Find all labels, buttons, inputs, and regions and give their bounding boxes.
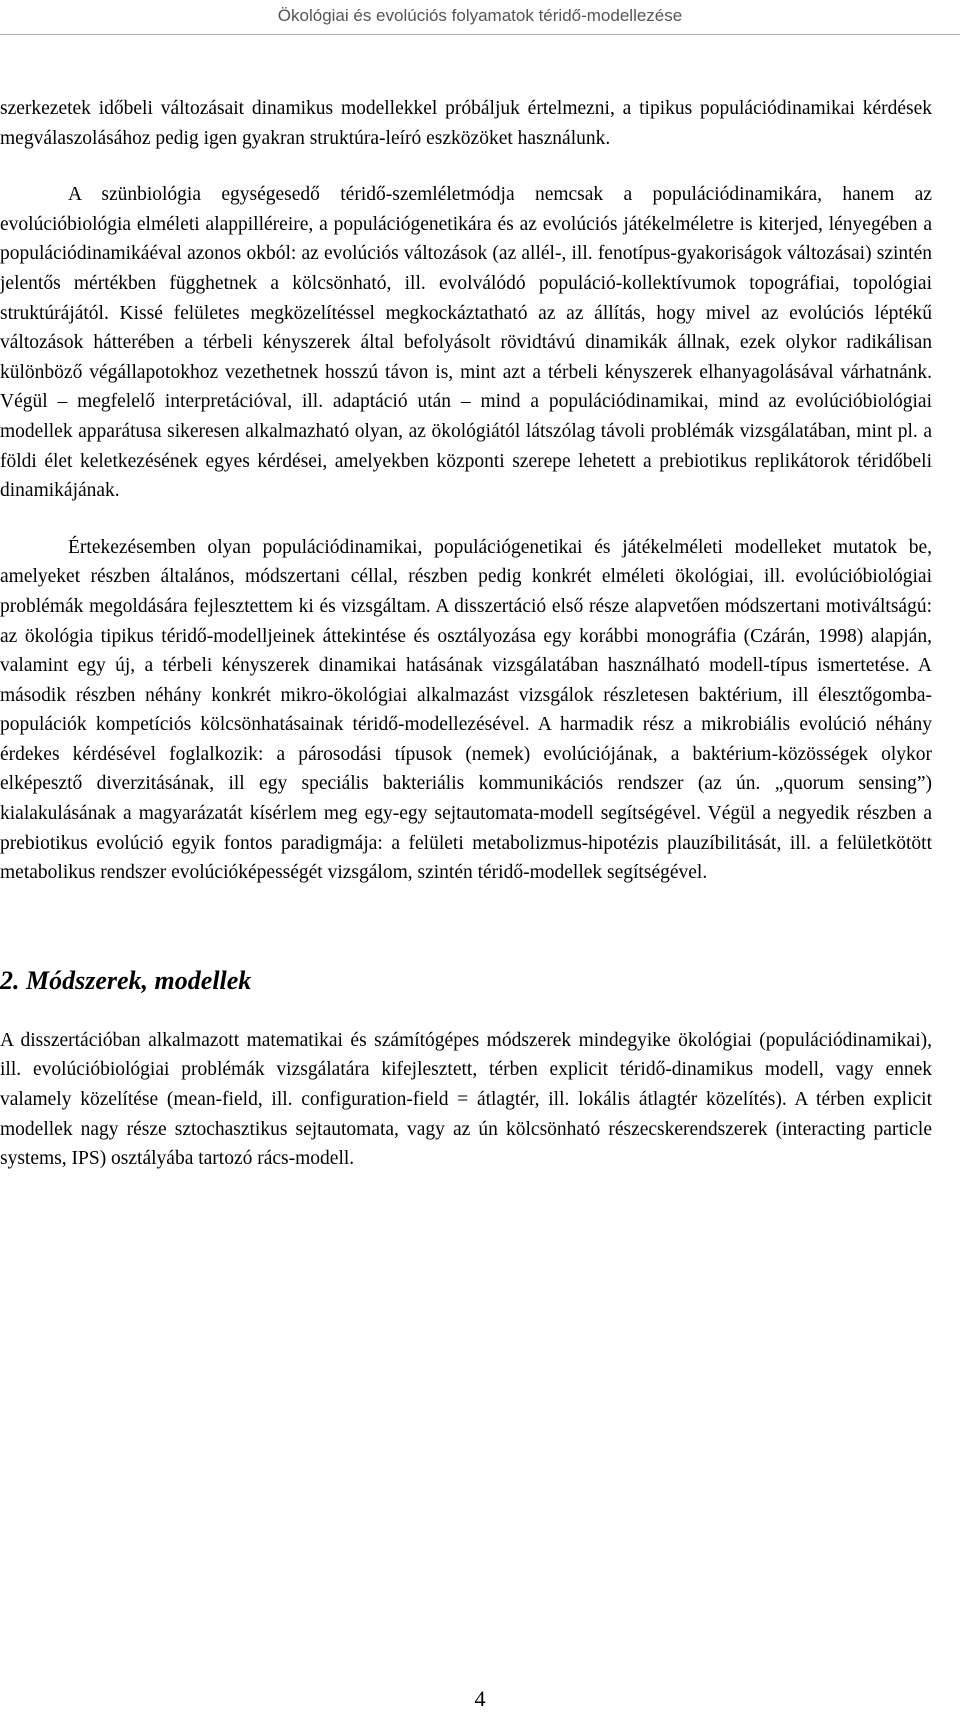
body-text	[0, 94, 932, 1174]
paragraph-2: A szünbiológia egységesedő téridő-szemléletmódja nemcsak a populációdinamikára, hanem az evolúcióbiológia elméleti alappilléreire, a populációgenetikára és az evolúciós játékelméletre is kiterjed, lényegében a populációdinamikáéval azonos okból: az evolúciós változások (az allél-, ill. fenotípus-gyakoriságok változásai) szintén jelentős mértékben függhetnek a kölcsönható, ill. evolválódó populáció-kollektívumok topográfiai, topológiai struktúrájától. Kissé felületes megközelítéssel megkockáztatható az az állítás, hogy mivel az evolúciós léptékű változások hátterében a térbeli kényszerek által befolyásolt rövidtávú dinamikák állnak, ezek olykor radikálisan különböző végállapotokhoz vezethetnek hosszú távon is, mint azt a térbeli kényszerek elhanyagolásával várhatnánk. Végül – megfelelő interpretációval, ill. adaptáció után – mind a populációdinamikai, mind az evolúcióbiológiai modellek apparátusa sikeresen alkalmazható olyan, az ökológiától látszólag távoli problémák vizsgálatában, mint pl. a földi élet keletkezésének egyes kérdései, amelyekben központi szerepe lehetett a prebiotikus replikátorok téridőbeli dinamikájának.	[0, 184, 932, 502]
page-number: 4	[474, 1686, 486, 1711]
running-header: Ökológiai és evolúciós folyamatok téridő-modellezése	[277, 6, 683, 25]
section-heading: 2. Módszerek, modellek	[0, 965, 252, 995]
paragraph-1: szerkezetek időbeli változásait dinamikus modellekkel próbáljuk értelmezni, a tipikus populációdinamikai kérdések megválaszolásához pedig igen gyakran struktúra-leíró eszközöket használunk.	[0, 98, 932, 149]
paragraph-3: Értekezésemben olyan populációdinamikai, populációgenetikai és játékelméleti modelleket mutatok be, amelyeket részben általános, módszertani céllal, részben pedig konkrét elméleti ökológiai, ill. evolúcióbiológiai problémák megoldására fejlesztettem ki és vizsgáltam. A disszertáció első része alapvetően módszertani motiváltságú: az ökológia tipikus téridő-modelljeinek áttekintése és osztályozása egy korábbi monográfia (Czárán, 1998) alapján, valamint egy új, a térbeli kényszerek dinamikai hatásának vizsgálatában használható modell-típus ismertetése. A második részben néhány konkrét mikro-ökológiai alkalmazást vizsgálok részletesen baktérium, ill élesztőgomba-populációk kompetíciós kölcsönhatásainak téridő-modellezésével. A harmadik rész a mikrobiális evolúció néhány érdekes kérdésével foglalkozik: a párosodási típusok (nemek) evolúciójának, a baktérium-közösségek olykor elképesztő diverzitásának, ill egy speciális bakteriális kommunikációs rendszer (az ún. „quorum sensing”) kialakulásának a magyarázatát kísérlem meg egy-egy sejtautomata-modell segítségével. Végül a negyedik részben a prebiotikus evolúció egyik fontos paradigmája: a felületi metabolizmus-hipotézis plauzíbilitását, ill. a felületkötött metabolikus rendszer evolúcióképességét vizsgálom, szintén téridő-modellek segítségével.	[0, 536, 932, 884]
paragraph-4: A disszertációban alkalmazott matematikai és számítógépes módszerek mindegyike ökológiai (populációdinamikai), ill. evolúcióbiológiai problémák vizsgálatára kifejlesztett, térben explicit téridő-dinamikus modell, vagy ennek valamely közelítése (mean-field, ill. configuration-field = átlagtér, ill. lokális átlagtér közelítés). A térben explicit modellek nagy része sztochasztikus sejtautomata, vagy az ún kölcsönható részecskerendszerek (interacting particle systems, IPS) osztályába tartozó rács-modell.	[0, 1029, 932, 1170]
header-rule	[0, 34, 960, 35]
